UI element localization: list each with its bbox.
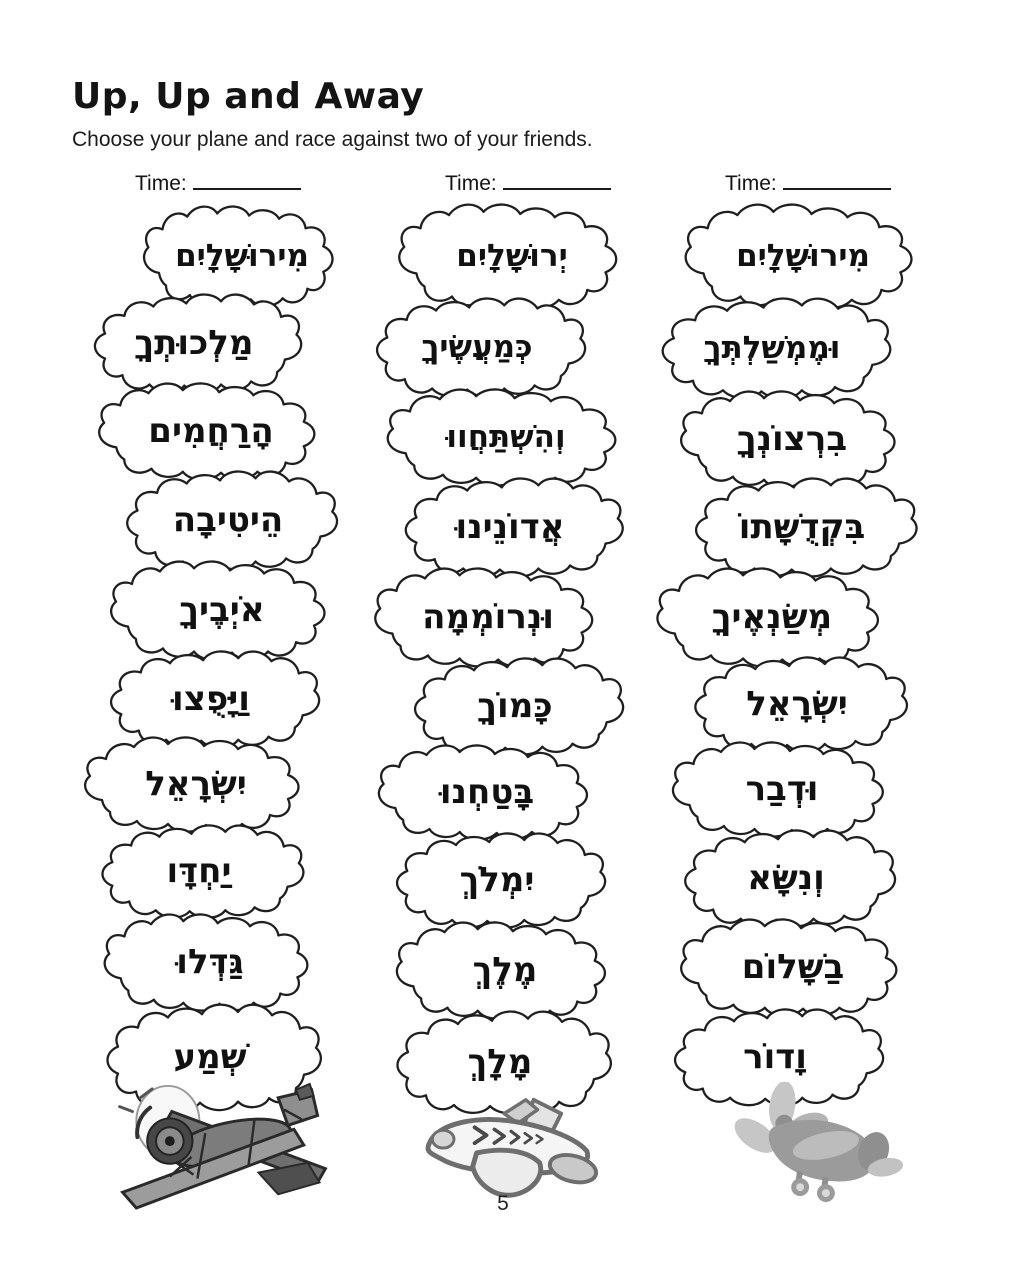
hebrew-word: וְהִשְׁתַּחֲווּ: [446, 419, 566, 455]
hebrew-word: כְּמַעֲשֶׂיךָ: [421, 329, 533, 365]
time-label: Time:: [725, 172, 777, 195]
word-cloud: [110, 470, 346, 574]
word-cloud: [668, 829, 904, 931]
word-cloud: [388, 477, 632, 581]
hebrew-word: הָרַחֲמִים: [148, 411, 274, 451]
time-field-2: [445, 172, 611, 196]
hebrew-word: הֵיטִיבָה: [172, 500, 284, 540]
hebrew-word: מִירוּשָׁלָיִם: [736, 238, 870, 274]
hebrew-word: שְׁמַע: [173, 1037, 247, 1077]
time-blank-line: [503, 172, 611, 190]
hebrew-word: בִּקְדֻשָּׁתוֹ: [738, 507, 866, 547]
hebrew-word: בִרְצוֹנְךָ: [736, 419, 848, 459]
hebrew-word: גַּדְּלוּ: [176, 942, 244, 982]
hebrew-word: וָדוֹר: [743, 1037, 807, 1077]
word-cloud: [86, 824, 312, 922]
word-cloud: [678, 477, 926, 581]
hebrew-word: מֶלֶךְ: [472, 950, 538, 990]
hebrew-word: וַיָּפֻצוּ: [172, 679, 250, 719]
hebrew-word: וּדְבַר: [745, 769, 819, 809]
hebrew-word: אֹיְבֶיךָ: [179, 590, 265, 630]
word-cloud: [370, 744, 604, 844]
hebrew-word: מְשַׂנְאֶיךָ: [711, 597, 833, 637]
word-cloud: [672, 918, 914, 1020]
word-cloud: [644, 297, 900, 403]
hebrew-word: אֲדוֹנֵינוּ: [455, 507, 565, 547]
propeller-plane-illustration: [722, 1082, 912, 1207]
word-cloud: [378, 388, 634, 490]
hebrew-word: בָּטַחְנוּ: [439, 772, 535, 812]
word-cloud: [76, 736, 316, 836]
hebrew-word: מִירוּשָׁלָיִם: [175, 238, 309, 274]
word-cloud: [102, 560, 342, 664]
hebrew-word: יַחְדָּו: [166, 851, 232, 891]
time-field-1: [135, 172, 301, 196]
word-cloud: [360, 297, 594, 401]
hebrew-word: וּנְרוֹמְמָה: [422, 597, 554, 637]
page-number: 5: [497, 1192, 509, 1215]
time-label: Time:: [135, 172, 187, 195]
word-cloud: [366, 567, 610, 671]
hebrew-word: מַלְכוּתְךָ: [134, 323, 254, 363]
word-cloud: [90, 382, 332, 484]
hebrew-word: בַשָּׁלוֹם: [741, 947, 845, 987]
hebrew-word: יִשְׂרָאֵל: [746, 684, 848, 724]
hebrew-word: מָלָךְ: [467, 1042, 533, 1082]
time-blank-line: [783, 172, 891, 190]
time-blank-line: [193, 172, 301, 190]
jet-plane-illustration: [418, 1090, 608, 1208]
time-field-3: [725, 172, 891, 196]
hebrew-word: יִשְׂרָאֵל: [145, 764, 247, 804]
hebrew-word: כָּמוֹךָ: [477, 686, 553, 726]
biplane-illustration: [110, 1082, 338, 1212]
word-cloud: [96, 913, 324, 1015]
hebrew-word: יְרוּשָׁלָיִם: [456, 238, 568, 274]
word-cloud: [388, 921, 622, 1023]
word-cloud: [380, 832, 614, 932]
hebrew-word: וּמֶמְשַׁלְתְּךָ: [703, 330, 841, 366]
time-label: Time:: [445, 172, 497, 195]
hebrew-word: וְנִשָּׂא: [747, 858, 825, 898]
page-title: Up, Up and Away: [72, 76, 425, 117]
word-cloud: [664, 741, 900, 841]
instructions-text: Choose your plane and race against two of your friends.: [72, 128, 593, 151]
hebrew-word: יִמְלֹךְ: [459, 860, 535, 900]
